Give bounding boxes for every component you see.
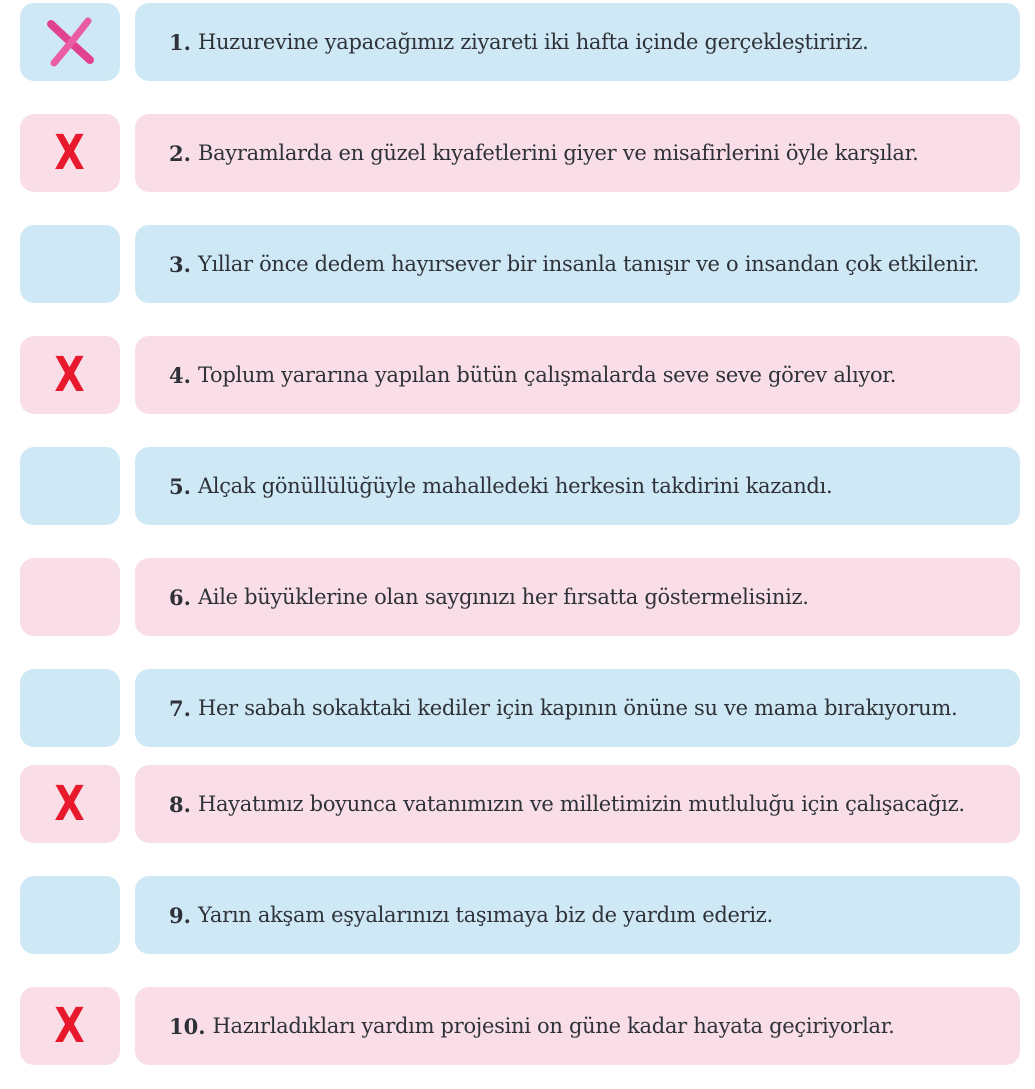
sentence-number: 1. [169,29,191,55]
sentence-text: Alçak gönüllülüğüyle mahalledeki herkesin takdirini kazandı. [197,474,833,498]
sentence-box-3 [135,225,1020,303]
sentence-box-7 [135,669,1020,747]
sentence-box-10 [135,987,1020,1065]
answer-box-10[interactable] [20,987,120,1065]
sentence-text: Huzurevine yapacağımız ziyareti iki hafta içinde gerçekleştiririz. [197,30,869,54]
red-x-icon: X [54,998,86,1054]
answer-box-3[interactable] [20,225,120,303]
answer-box-1[interactable] [20,3,120,81]
exercise-row-5 [20,447,1020,525]
answer-box-4[interactable] [20,336,120,414]
sentence-box-4 [135,336,1020,414]
sentence-box-8 [135,765,1020,843]
sentence-box-6 [135,558,1020,636]
answer-box-2[interactable] [20,114,120,192]
sentence-box-9 [135,876,1020,954]
exercise-row-1 [20,3,1020,81]
sentence-text: Hazırladıkları yardım projesini on güne kadar hayata geçiriyorlar. [212,1014,895,1038]
sentence-number: 7. [169,695,191,721]
sentence-text: Hayatımız boyunca vatanımızın ve milletimizin mutluluğu için çalışacağız. [197,792,965,816]
sentence-text: Yarın akşam eşyalarınızı taşımaya biz de yardım ederiz. [197,903,773,927]
pink-cross-icon [41,17,99,67]
sentence-text: Aile büyüklerine olan saygınızı her fırsatta göstermelisiniz. [197,585,809,609]
sentence-box-2 [135,114,1020,192]
sentence-text: Toplum yararına yapılan bütün çalışmalarda seve seve görev alıyor. [197,363,897,387]
exercise-row-4 [20,336,1020,414]
sentence-number: 6. [169,584,191,610]
sentence-text: Her sabah sokaktaki kediler için kapının önüne su ve mama bırakıyorum. [197,696,958,720]
sentence-number: 4. [169,362,191,388]
red-x-icon: X [54,125,86,181]
sentence-number: 2. [169,140,191,166]
answer-box-6[interactable] [20,558,120,636]
sentence-number: 3. [169,251,191,277]
exercise-row-3 [20,225,1020,303]
exercise-row-9 [20,876,1020,954]
exercise-row-7 [20,669,1020,747]
exercise-row-8 [20,765,1020,843]
sentence-text: Yıllar önce dedem hayırsever bir insanla tanışır ve o insandan çok etkilenir. [197,252,979,276]
red-x-icon: X [54,776,86,832]
sentence-text: Bayramlarda en güzel kıyafetlerini giyer ve misafirlerini öyle karşılar. [197,141,919,165]
sentence-box-1 [135,3,1020,81]
sentence-number: 5. [169,473,191,499]
answer-box-8[interactable] [20,765,120,843]
answer-box-9[interactable] [20,876,120,954]
exercise-row-10 [20,987,1020,1065]
red-x-icon: X [54,347,86,403]
answer-box-7[interactable] [20,669,120,747]
exercise-row-6 [20,558,1020,636]
sentence-number: 9. [169,902,191,928]
answer-box-5[interactable] [20,447,120,525]
sentence-number: 8. [169,791,191,817]
sentence-number: 10. [169,1013,206,1039]
exercise-row-2 [20,114,1020,192]
sentence-box-5 [135,447,1020,525]
